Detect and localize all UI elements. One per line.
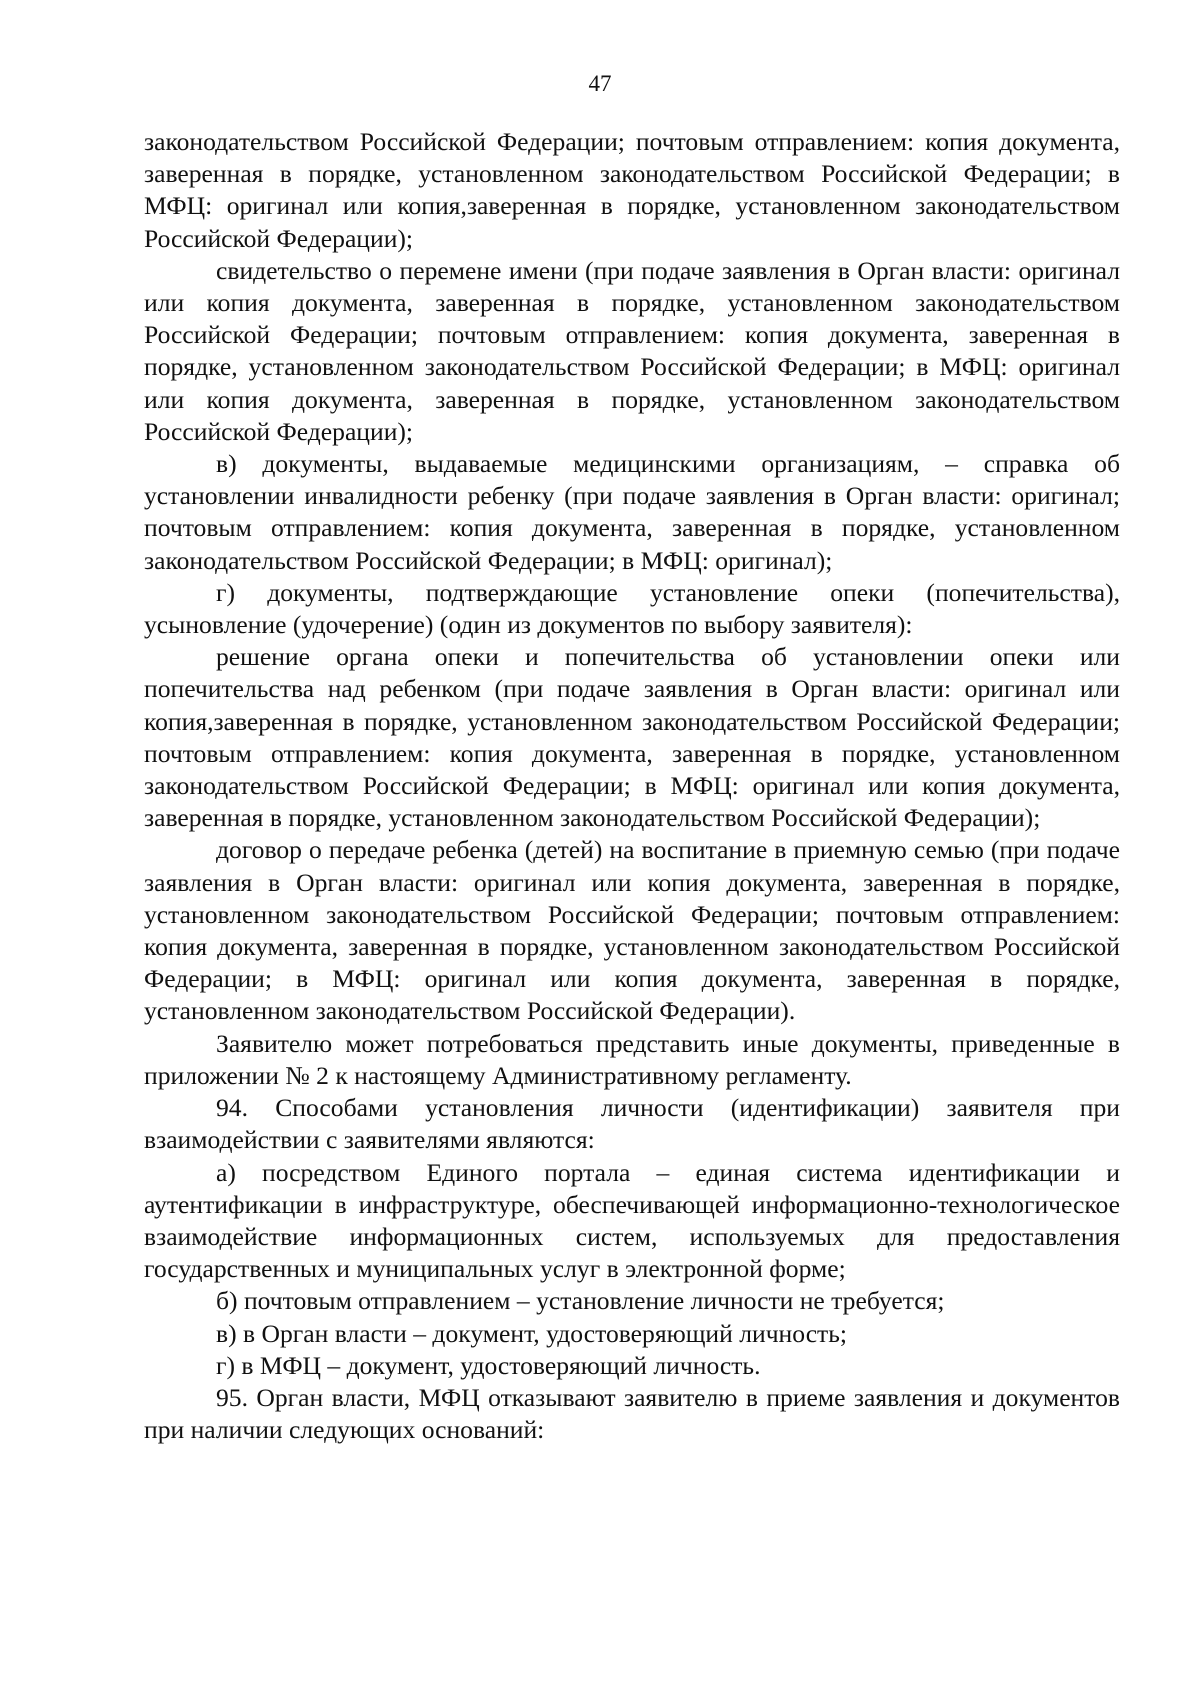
paragraph-foster-family-agreement: договор о передаче ребенка (детей) на воспитание в приемную семью (при подаче заявления в Орган власти: оригинал или копия документа, заверенная в порядке, установленном законодательством Российской Федерации; почтовым отправлением: копия документа, заверенная в порядке, установленном законодательством Российской Федерации; в МФЦ: оригинал или копия документа, заверенная в порядке, установленном законодательством Российской Федерации). — [144, 835, 1120, 1026]
paragraph-clause-94: 94. Способами установления личности (идентификации) заявителя при взаимодействии с заявителями являются: — [144, 1093, 1120, 1155]
document-body — [144, 126, 1120, 1446]
page-number: 47 — [588, 71, 612, 96]
paragraph-item-g-guardianship-documents: г) документы, подтверждающие установление опеки (попечительства), усыновление (удочерение) (один из документов по выбору заявителя): — [144, 577, 1120, 640]
paragraph-clause-95: 95. Орган власти, МФЦ отказывают заявителю в приеме заявления и документов при наличии следующих оснований: — [144, 1382, 1120, 1445]
paragraph-item-v-medical-documents: в) документы, выдаваемые медицинскими организациям, – справка об установлении инвалидности ребенку (при подаче заявления в Орган власти: оригинал; почтовым отправлением: копия документа, заверенная в порядке, установленном законодательством Российской Федерации; в МФЦ: оригинал); — [144, 449, 1120, 575]
paragraph-clause-94-g: г) в МФЦ – документ, удостоверяющий личность. — [216, 1350, 761, 1380]
paragraph-clause-94-b: б) почтовым отправлением – установление личности не требуется; — [216, 1286, 945, 1316]
paragraph-name-change-certificate: свидетельство о перемене имени (при подаче заявления в Орган власти: оригинал или копия документа, заверенная в порядке, установленном законодательством Российской Федерации; почтовым отправлением: копия документа, заверенная в порядке, установленном законодательством Российской Федерации; в МФЦ: оригинал или копия документа, заверенная в порядке, установленном законодательством Российской Федерации); — [144, 255, 1120, 446]
paragraph-other-documents: Заявителю может потребоваться представить иные документы, приведенные в приложении № 2 к настоящему Административному регламенту. — [144, 1028, 1120, 1090]
paragraph-clause-94-a: а) посредством Единого портала – единая система идентификации и аутентификации в инфраструктуре, обеспечивающей информационно-технологическое взаимодействие информационных систем, используемых для предоставления государственных и муниципальных услуг в электронной форме; — [144, 1157, 1120, 1284]
paragraph-clause-94-v: в) в Орган власти – документ, удостоверяющий личность; — [216, 1318, 848, 1348]
paragraph-continuation: законодательством Российской Федерации; почтовым отправлением: копия документа, заверенная в порядке, установленном законодательством Российской Федерации; в МФЦ: оригинал или копия,заверенная в порядке, установленном законодательством Российской Федерации); — [144, 127, 1120, 253]
paragraph-guardianship-decision: решение органа опеки и попечительства об установлении опеки или попечительства над ребенком (при подаче заявления в Орган власти: оригинал или копия,заверенная в порядке, установленном законодательством Российской Федерации; почтовым отправлением: копия документа, заверенная в порядке, установленном законодательством Российской Федерации; в МФЦ: оригинал или копия документа, заверенная в порядке, установленном законодательством Российской Федерации); — [144, 642, 1120, 833]
